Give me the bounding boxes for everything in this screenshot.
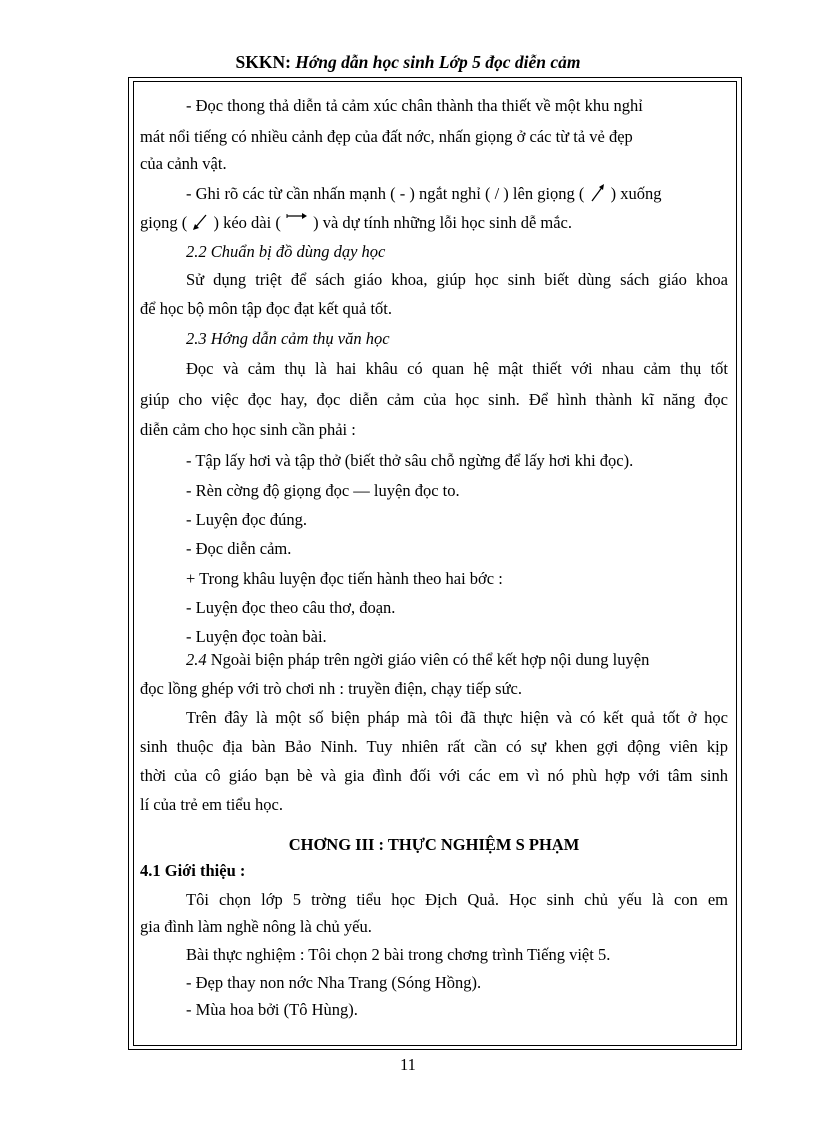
paragraph-line: sinh thuộc địa bàn Bảo Ninh. Tuy nhiên rất cần có sự khen gợi động viên kịp [140, 737, 728, 756]
arrow-up-right-icon [589, 183, 607, 203]
paragraph-line: đọc lồng ghép với trò chơi nh : truyền điện, chạy tiếp sức. [140, 679, 522, 698]
notation-line [140, 212, 572, 233]
paragraph-line: giúp cho việc đọc hay, đọc diễn cảm của học sinh. Để hình thành kĩ năng đọc [140, 390, 728, 409]
list-item: - Đẹp thay non nớc Nha Trang (Sóng Hồng). [186, 973, 482, 992]
paragraph-line: Sử dụng triệt để sách giáo khoa, giúp học sinh biết dùng sách giáo khoa [186, 270, 728, 289]
list-item: - Luyện đọc theo câu thơ, đoạn. [186, 598, 396, 617]
list-item: - Rèn cờng độ giọng đọc — luyện đọc to. [186, 481, 460, 500]
page-number: 11 [400, 1055, 416, 1074]
list-item: - Luyện đọc toàn bài. [186, 627, 327, 646]
paragraph-line: Trên đây là một số biện pháp mà tôi đã thực hiện và có kết quả tốt ở học [186, 708, 728, 727]
paragraph-line: Tôi chọn lớp 5 trờng tiểu học Địch Quả. Học sinh chủ yếu là con em [186, 890, 728, 909]
arrow-right-icon [285, 212, 309, 232]
paragraph-line: của cảnh vật. [140, 154, 227, 173]
arrow-down-left-icon [191, 212, 209, 232]
paragraph-line [186, 650, 649, 670]
paragraph-line: thời của cô giáo bạn bè và gia đình đối với các em vì nó phù hợp với tâm sinh [140, 766, 728, 785]
list-item: - Luyện đọc đúng. [186, 510, 307, 529]
notation-text: ) kéo dài ( [213, 213, 281, 232]
paragraph-line: diễn cảm cho học sinh cần phải : [140, 420, 356, 439]
paragraph-text: Ngoài biện pháp trên ngời giáo viên có thể kết hợp nội dung luyện [210, 650, 650, 669]
header-label: SKKN: [235, 52, 291, 72]
paragraph-line: Đọc và cảm thụ là hai khâu có quan hệ mật thiết với nhau cảm thụ tốt [186, 359, 728, 378]
paragraph-line: Bài thực nghiệm : Tôi chọn 2 bài trong chơng trình Tiếng việt 5. [186, 945, 611, 964]
list-item: + Trong khâu luyện đọc tiến hành theo hai bớc : [186, 569, 503, 588]
chapter-title: CHƠNG III : THỰC NGHIỆM S PHẠM [288, 835, 580, 854]
section-heading: 4.1 Giới thiệu : [140, 861, 246, 880]
section-number: 2.4 [186, 650, 207, 669]
paragraph-line: - Đọc thong thả diễn tả cảm xúc chân thành tha thiết về một khu nghỉ [186, 96, 643, 115]
list-item: - Đọc diễn cảm. [186, 539, 292, 558]
header-title: Hớng dẫn học sinh Lớp 5 đọc diễn cảm [295, 52, 581, 72]
list-item: - Tập lấy hơi và tập thở (biết thở sâu chỗ ngừng để lấy hơi khi đọc). [186, 451, 634, 470]
notation-text: ) xuống [610, 184, 662, 203]
page-header [0, 52, 816, 73]
section-heading: 2.2 Chuẩn bị đồ dùng dạy học [186, 242, 386, 261]
notation-text: - Ghi rõ các từ cần nhấn mạnh ( - ) ngắt nghỉ ( / ) lên giọng ( [186, 184, 585, 203]
paragraph-line: để học bộ môn tập đọc đạt kết quả tốt. [140, 299, 393, 318]
notation-text: ) và dự tính những lỗi học sinh dễ mắc. [313, 213, 573, 232]
section-heading: 2.3 Hớng dẫn cảm thụ văn học [186, 329, 390, 348]
paragraph-line: gia đình làm nghề nông là chủ yếu. [140, 917, 372, 936]
notation-text: giọng ( [140, 213, 188, 232]
notation-line [186, 183, 662, 204]
paragraph-line: mát nổi tiếng có nhiều cảnh đẹp của đất nớc, nhấn giọng ở các từ tả vẻ đẹp [140, 127, 633, 146]
list-item: - Mùa hoa bởi (Tô Hùng). [186, 1000, 358, 1019]
paragraph-line: lí của trẻ em tiểu học. [140, 795, 283, 814]
